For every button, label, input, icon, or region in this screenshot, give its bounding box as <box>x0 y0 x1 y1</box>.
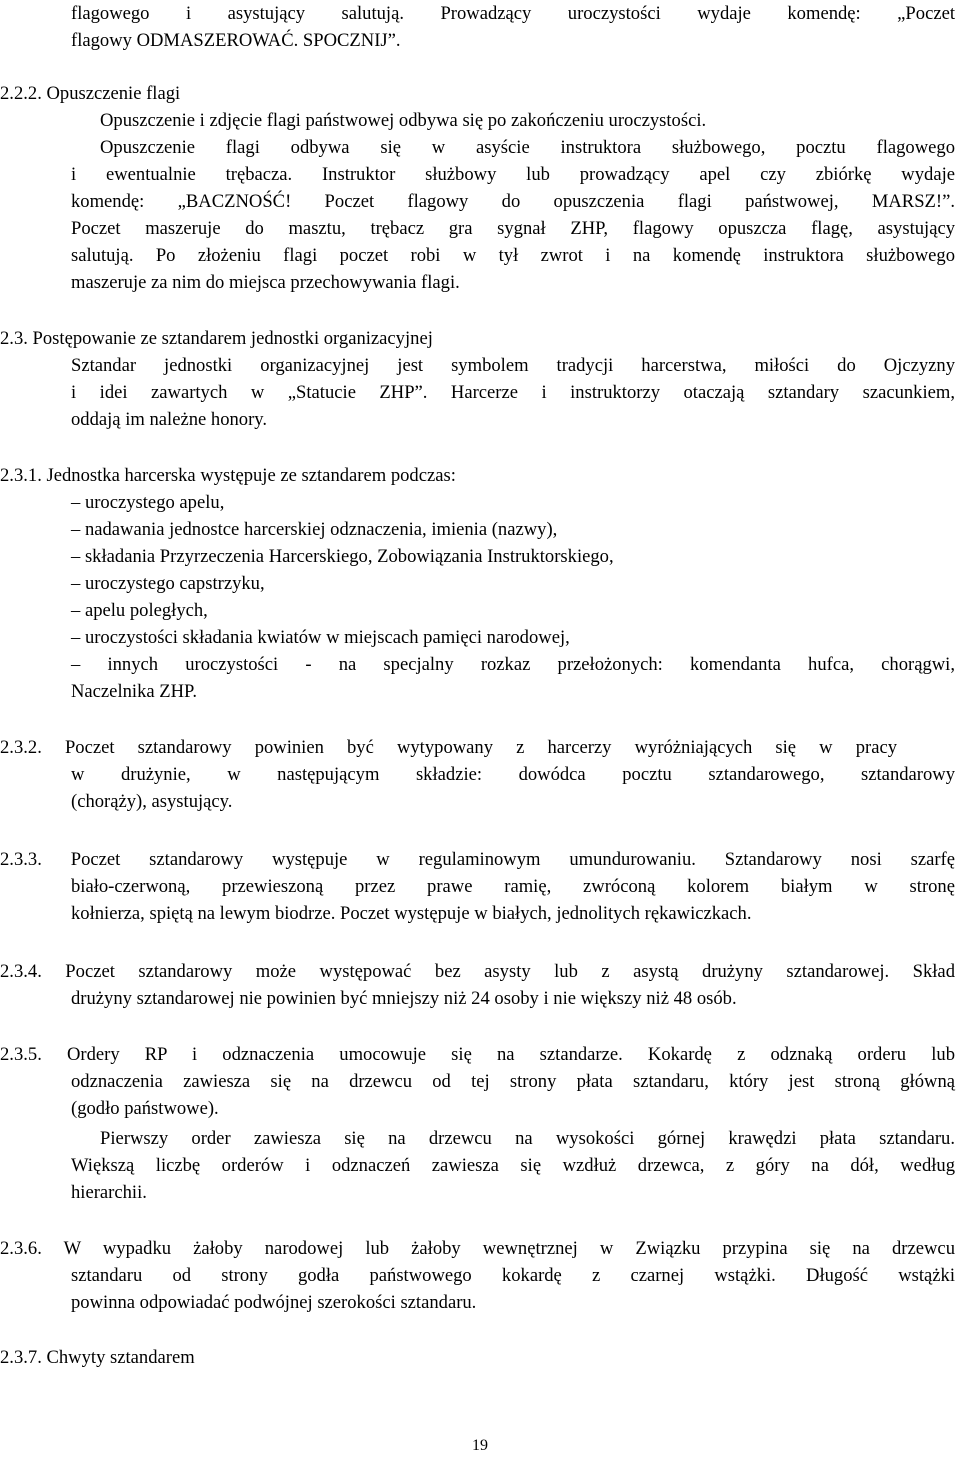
section-heading: 2.3.7. Chwyty sztandarem <box>0 1347 195 1368</box>
text-line: sztandaru od strony godła państwowego kokardę z czarnej wstążki. Długość wstążki <box>71 1265 955 1286</box>
text-line: kołnierza, spiętą na lewym biodrze. Poczet występuje w białych, jednolitych rękawiczkach. <box>71 903 752 924</box>
text-line: odznaczenia zawiesza się na drzewcu od tej strony płata sztandaru, który jest stroną główną <box>71 1071 955 1092</box>
text-line: Sztandar jednostki organizacyjnej jest symbolem tradycji harcerstwa, miłości do Ojczyzny <box>71 355 955 376</box>
text-line: hierarchii. <box>71 1182 147 1203</box>
section-heading: 2.3.6. W wypadku żałoby narodowej lub żałoby wewnętrznej w Związku przypina się na drzewcu <box>0 1238 955 1259</box>
text-line: powinna odpowiadać podwójnej szerokości sztandaru. <box>71 1292 477 1313</box>
text-line: Pierwszy order zawiesza się na drzewcu na wysokości górnej krawędzi płata sztandaru. <box>100 1128 955 1149</box>
text-line: maszeruje za nim do miejsca przechowywania flagi. <box>71 272 460 293</box>
page-number: 19 <box>472 1437 488 1454</box>
section-heading: 2.3.2. Poczet sztandarowy powinien być wytypowany z harcerzy wyróżniających się w pracy <box>0 737 897 758</box>
text-line: Większą liczbę orderów i odznaczeń zawiesza się wzdłuż drzewca, z góry na dół, według <box>71 1155 955 1176</box>
text-line: salutują. Po złożeniu flagi poczet robi w tył zwrot i na komendę instruktora służbowego <box>71 245 955 266</box>
section-heading: 2.2.2. Opuszczenie flagi <box>0 83 181 104</box>
list-item: – uroczystości składania kwiatów w miejscach pamięci narodowej, <box>71 627 570 648</box>
text-line: flagowego i asystujący salutują. Prowadzący uroczystości wydaje komendę: „Poczet <box>71 3 955 24</box>
section-heading: 2.3.4. Poczet sztandarowy może występować bez asysty lub z asystą drużyny sztandarowej. Skład <box>0 961 955 982</box>
text-line: Poczet maszeruje do masztu, trębacz gra sygnał ZHP, flagowy opuszcza flagę, asystujący <box>71 218 955 239</box>
text-line: w drużynie, w następującym składzie: dowódca pocztu sztandarowego, sztandarowy <box>71 764 955 785</box>
text-line: (chorąży), asystujący. <box>71 791 233 812</box>
list-item: – uroczystego capstrzyku, <box>71 573 265 594</box>
section-heading: 2.3.5. Ordery RP i odznaczenia umocowuje się na sztandarze. Kokardę z odznaką orderu lub <box>0 1044 955 1065</box>
text-line: flagowy ODMASZEROWAĆ. SPOCZNIJ”. <box>71 30 401 51</box>
text-line: drużyny sztandarowej nie powinien być mniejszy niż 24 osoby i nie większy niż 48 osób. <box>71 988 737 1009</box>
text-line: i ewentualnie trębacza. Instruktor służbowy lub prowadzący apel czy zbiórkę wydaje <box>71 164 955 185</box>
text-line: (godło państwowe). <box>71 1098 219 1119</box>
text-line: Opuszczenie i zdjęcie flagi państwowej odbywa się po zakończeniu uroczystości. <box>100 110 707 131</box>
list-item: – apelu poległych, <box>71 600 208 621</box>
text-line: Opuszczenie flagi odbywa się w asyście instruktora służbowego, pocztu flagowego <box>100 137 955 158</box>
section-heading: 2.3.1. Jednostka harcerska występuje ze sztandarem podczas: <box>0 465 456 486</box>
list-item: – uroczystego apelu, <box>71 492 225 513</box>
list-item: – składania Przyrzeczenia Harcerskiego, Zobowiązania Instruktorskiego, <box>71 546 614 567</box>
text-line: i idei zawartych w „Statucie ZHP”. Harcerze i instruktorzy otaczają sztandary szacunkiem, <box>71 382 955 403</box>
section-heading: 2.3. Postępowanie ze sztandarem jednostki organizacyjnej <box>0 328 433 349</box>
text-line: biało-czerwoną, przewieszoną przez prawe ramię, zwróconą kolorem białym w stronę <box>71 876 955 897</box>
text-line: Naczelnika ZHP. <box>71 681 197 702</box>
list-item: – nadawania jednostce harcerskiej odznaczenia, imienia (nazwy), <box>71 519 558 540</box>
text-line: komendę: „BACZNOŚĆ! Poczet flagowy do opuszczenia flagi państwowej, MARSZ!”. <box>71 191 955 212</box>
list-item: – innych uroczystości - na specjalny rozkaz przełożonych: komendanta hufca, chorągwi, <box>71 654 955 675</box>
section-heading: 2.3.3. Poczet sztandarowy występuje w regulaminowym umundurowaniu. Sztandarowy nosi szarfę <box>0 849 955 870</box>
text-line: oddają im należne honory. <box>71 409 268 430</box>
